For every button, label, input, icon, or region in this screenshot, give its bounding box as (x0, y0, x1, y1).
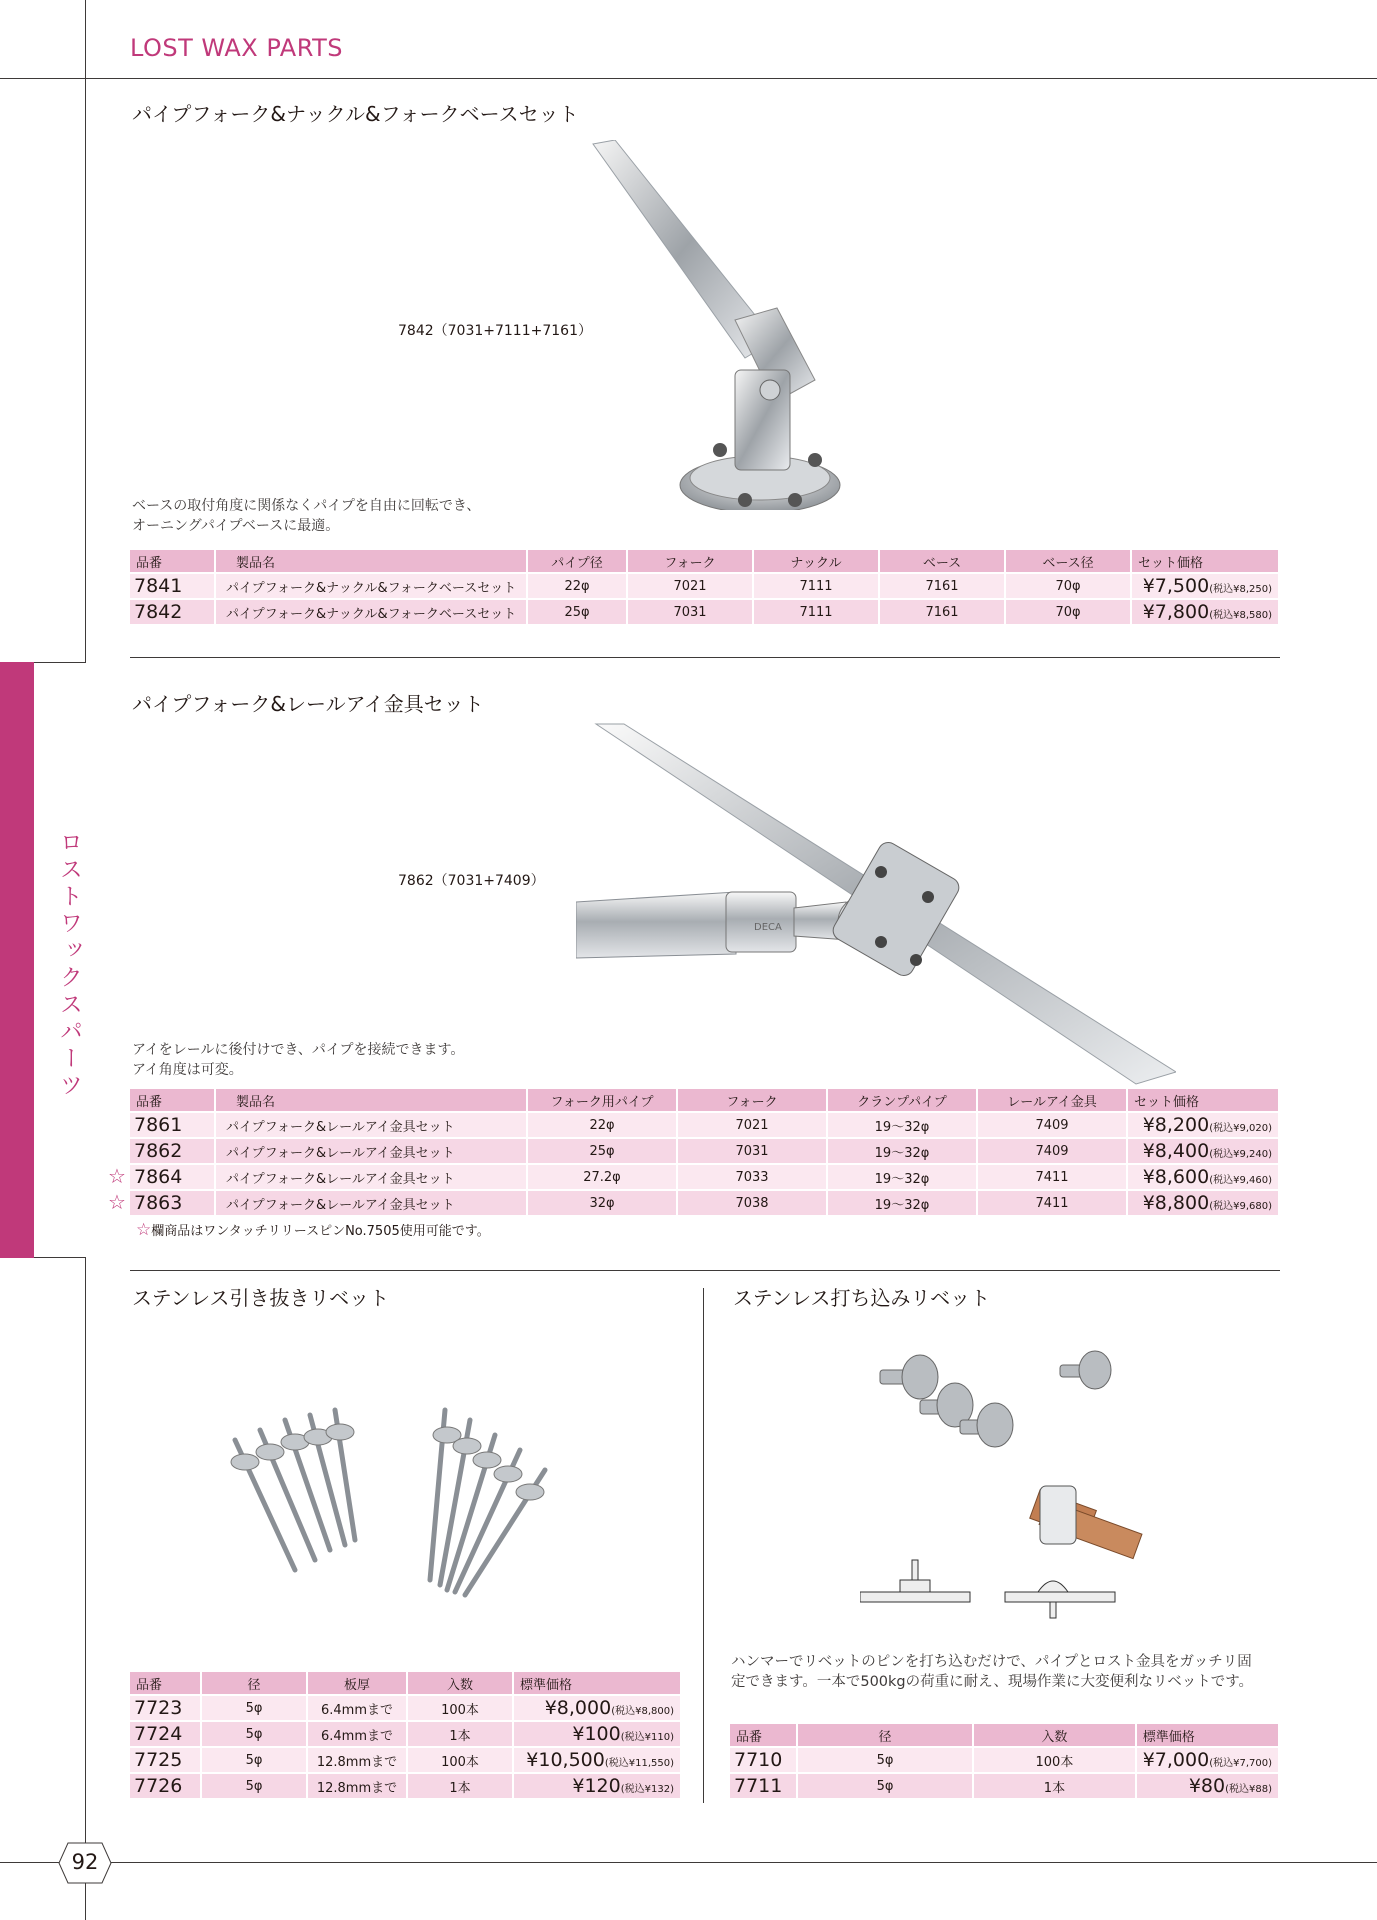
section1-table (130, 550, 1280, 624)
quantity: 100本 (974, 1746, 1137, 1772)
section1-description-1: ベースの取付角度に関係なくパイプを自由に回転でき、 (132, 498, 481, 514)
table-row (130, 572, 1280, 598)
s2-header-code: 品番 (130, 1089, 216, 1111)
section1-image-caption: 7842（7031+7111+7161） (398, 323, 592, 339)
quantity: 1本 (974, 1772, 1137, 1798)
section2-note-text: 欄商品はワンタッチリリースピンNo.7505使用可能です。 (151, 1224, 490, 1239)
price-value: ¥10,500 (526, 1749, 605, 1771)
blind-rivets-photo (215, 1380, 595, 1610)
price-value: ¥8,000 (544, 1697, 612, 1719)
price-value: ¥8,800 (1142, 1192, 1210, 1214)
standard-price (1137, 1772, 1280, 1798)
price-tax: (税込¥110) (620, 1732, 674, 1743)
set-price (1128, 1111, 1280, 1137)
price-value: ¥7,000 (1142, 1749, 1210, 1771)
price-value: ¥120 (572, 1775, 621, 1797)
product-code: 7710 (730, 1746, 798, 1772)
section4-title: ステンレス打ち込みリベット (733, 1286, 991, 1310)
standard-price (514, 1694, 682, 1720)
product-code: 7724 (130, 1720, 202, 1746)
s2-header-name: 製品名 (216, 1089, 528, 1111)
product-code: 7726 (130, 1772, 202, 1798)
table-row (130, 598, 1280, 624)
table-row (130, 1694, 682, 1720)
s2-header-pipe: フォーク用パイプ (528, 1089, 678, 1111)
clamp-range: 19〜32φ (828, 1163, 978, 1189)
plate-thickness: 6.4mmまで (308, 1694, 408, 1720)
header-rule (0, 78, 1377, 79)
header-title: LOST WAX PARTS (130, 34, 344, 62)
quantity: 100本 (408, 1694, 514, 1720)
standard-price (514, 1746, 682, 1772)
rivet-diameter: 5φ (798, 1746, 974, 1772)
s4-header-qty: 入数 (974, 1724, 1137, 1746)
section2-description-1: アイをレールに後付けでき、パイプを接続できます。 (132, 1042, 465, 1058)
base-diameter: 70φ (1006, 572, 1132, 598)
fork-code: 7031 (678, 1137, 828, 1163)
pipe-diameter: 22φ (528, 572, 628, 598)
rail-eye-code: 7411 (978, 1163, 1128, 1189)
product-name: パイプフォーク&レールアイ金具セット (216, 1111, 528, 1137)
fork-code: 7031 (628, 598, 754, 624)
s2-header-fork: フォーク (678, 1089, 828, 1111)
quantity: 100本 (408, 1746, 514, 1772)
price-value: ¥8,600 (1142, 1166, 1210, 1188)
s1-header-knuckle: ナックル (754, 550, 880, 572)
knuckle-code: 7111 (754, 598, 880, 624)
s1-header-price: セット価格 (1132, 550, 1280, 572)
base-code: 7161 (880, 598, 1006, 624)
s3-header-thickness: 板厚 (308, 1672, 408, 1694)
price-tax: (税込¥9,460) (1209, 1175, 1272, 1186)
quantity: 1本 (408, 1772, 514, 1798)
page-number: 92 (71, 1850, 99, 1874)
rail-eye-code: 7409 (978, 1137, 1128, 1163)
rivet-diameter: 5φ (202, 1772, 308, 1798)
section2-image-caption: 7862（7031+7409） (398, 873, 545, 889)
footer-rule (0, 1862, 1377, 1863)
section4-table (730, 1724, 1280, 1798)
plate-thickness: 12.8mmまで (308, 1746, 408, 1772)
clamp-range: 19〜32φ (828, 1137, 978, 1163)
standard-price (514, 1772, 682, 1798)
section-divider (130, 657, 1280, 658)
side-tab-bar (0, 662, 34, 1258)
price-tax: (税込¥9,240) (1209, 1149, 1272, 1160)
product-code: 7863 (130, 1189, 216, 1215)
drive-rivets-photo (860, 1340, 1160, 1460)
rivet-diameter: 5φ (202, 1694, 308, 1720)
s2-header-rail-eye: レールアイ金具 (978, 1089, 1128, 1111)
price-tax: (税込¥11,550) (604, 1758, 674, 1769)
rivet-diameter: 5φ (202, 1720, 308, 1746)
table-row (130, 1720, 682, 1746)
product-name: パイプフォーク&ナックル&フォークベースセット (216, 598, 528, 624)
price-tax: (税込¥9,020) (1209, 1123, 1272, 1134)
table-row (730, 1772, 1280, 1798)
product-code: 7842 (130, 598, 216, 624)
product-name: パイプフォーク&レールアイ金具セット (216, 1137, 528, 1163)
s1-header-name: 製品名 (216, 550, 528, 572)
table-row (730, 1746, 1280, 1772)
product-name: パイプフォーク&ナックル&フォークベースセット (216, 572, 528, 598)
section2-note (136, 1220, 490, 1240)
clamp-range: 19〜32φ (828, 1189, 978, 1215)
pipe-fork-knuckle-base-photo (585, 140, 915, 510)
rail-eye-code: 7411 (978, 1189, 1128, 1215)
section4-description-1: ハンマーでリベットのピンを打ち込むだけで、パイプとロスト金具をガッチリ固 (731, 1654, 1252, 1670)
s1-header-base: ベース (880, 550, 1006, 572)
section3-table (130, 1672, 682, 1798)
product-code: 7711 (730, 1772, 798, 1798)
s2-header-clamp: クランプパイプ (828, 1089, 978, 1111)
s1-header-pipe: パイプ径 (528, 550, 628, 572)
s4-header-dia: 径 (798, 1724, 974, 1746)
set-price (1128, 1189, 1280, 1215)
product-code: 7862 (130, 1137, 216, 1163)
standard-price (514, 1720, 682, 1746)
rivet-diameter: 5φ (202, 1746, 308, 1772)
product-code: 7861 (130, 1111, 216, 1137)
price-tax: (税込¥132) (620, 1784, 674, 1795)
plate-thickness: 6.4mmまで (308, 1720, 408, 1746)
set-price (1132, 572, 1280, 598)
s1-header-base-dia: ベース径 (1006, 550, 1132, 572)
s1-header-code: 品番 (130, 550, 216, 572)
price-value: ¥7,500 (1142, 575, 1210, 597)
price-tax: (税込¥8,800) (611, 1706, 674, 1717)
price-tax: (税込¥8,250) (1209, 584, 1272, 595)
table-row (130, 1772, 682, 1798)
pipe-fork-rail-eye-photo (576, 722, 1176, 1087)
star-icon: ☆ (136, 1220, 152, 1240)
section1-title: パイプフォーク&ナックル&フォークベースセット (132, 102, 579, 126)
table-row (130, 1746, 682, 1772)
s4-header-code: 品番 (730, 1724, 798, 1746)
pipe-diameter: 32φ (528, 1189, 678, 1215)
product-code: 7725 (130, 1746, 202, 1772)
s4-header-price: 標準価格 (1137, 1724, 1280, 1746)
plate-thickness: 12.8mmまで (308, 1772, 408, 1798)
product-code: 7841 (130, 572, 216, 598)
price-value: ¥100 (572, 1723, 621, 1745)
svg-text:DECA: DECA (754, 922, 782, 933)
s3-header-price: 標準価格 (514, 1672, 682, 1694)
s3-header-code: 品番 (130, 1672, 202, 1694)
pipe-diameter: 25φ (528, 598, 628, 624)
rail-eye-code: 7409 (978, 1111, 1128, 1137)
set-price (1132, 598, 1280, 624)
s3-header-dia: 径 (202, 1672, 308, 1694)
price-value: ¥7,800 (1142, 601, 1210, 623)
pipe-diameter: 25φ (528, 1137, 678, 1163)
star-icon: ☆ (108, 1190, 126, 1214)
base-diameter: 70φ (1006, 598, 1132, 624)
s3-header-qty: 入数 (408, 1672, 514, 1694)
price-tax: (税込¥7,700) (1209, 1758, 1272, 1769)
section1-description-2: オーニングパイプベースに最適。 (132, 518, 340, 534)
product-code: 7864 (130, 1163, 216, 1189)
product-name: パイプフォーク&レールアイ金具セット (216, 1163, 528, 1189)
section3-title: ステンレス引き抜きリベット (132, 1286, 390, 1310)
table-row (130, 1189, 1280, 1215)
s1-header-fork: フォーク (628, 550, 754, 572)
set-price (1128, 1137, 1280, 1163)
section2-table (130, 1089, 1280, 1215)
knuckle-code: 7111 (754, 572, 880, 598)
product-name: パイプフォーク&レールアイ金具セット (216, 1189, 528, 1215)
price-value: ¥8,400 (1142, 1140, 1210, 1162)
pipe-diameter: 22φ (528, 1111, 678, 1137)
product-code: 7723 (130, 1694, 202, 1720)
section-divider (130, 1270, 1280, 1271)
price-value: ¥80 (1188, 1775, 1226, 1797)
price-tax: (税込¥9,680) (1209, 1201, 1272, 1212)
hammer-rivet-diagram (860, 1480, 1160, 1625)
fork-code: 7038 (678, 1189, 828, 1215)
fork-code: 7021 (678, 1111, 828, 1137)
fork-code: 7033 (678, 1163, 828, 1189)
quantity: 1本 (408, 1720, 514, 1746)
standard-price (1137, 1746, 1280, 1772)
table-row (130, 1111, 1280, 1137)
section2-title: パイプフォーク&レールアイ金具セット (132, 692, 484, 716)
price-tax: (税込¥88) (1225, 1784, 1272, 1795)
star-icon: ☆ (108, 1164, 126, 1188)
section4-description-2: 定できます。一本で500kgの荷重に耐え、現場作業に大変便利なリベットです。 (731, 1674, 1254, 1690)
side-tab-label: ロストワックスパーツ (34, 662, 86, 1258)
rivet-diameter: 5φ (798, 1772, 974, 1798)
pipe-diameter: 27.2φ (528, 1163, 678, 1189)
set-price (1128, 1163, 1280, 1189)
price-value: ¥8,200 (1142, 1114, 1210, 1136)
table-row (130, 1137, 1280, 1163)
price-tax: (税込¥8,580) (1209, 610, 1272, 621)
column-divider (703, 1288, 704, 1803)
table-row (130, 1163, 1280, 1189)
base-code: 7161 (880, 572, 1006, 598)
clamp-range: 19〜32φ (828, 1111, 978, 1137)
s2-header-price: セット価格 (1128, 1089, 1280, 1111)
fork-code: 7021 (628, 572, 754, 598)
section2-description-2: アイ角度は可変。 (132, 1062, 243, 1078)
